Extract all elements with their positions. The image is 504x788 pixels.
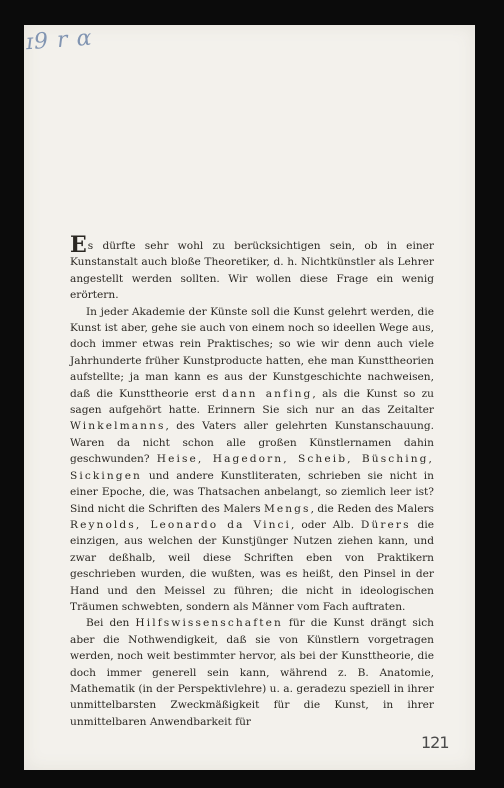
show-through-text — [144, 95, 449, 194]
text-run: , oder Alb. — [291, 518, 361, 531]
text-run: , als die Kunst so zu sagen aufgehört hatte. Erinnern Sie sich nur an das Zeitalter — [70, 387, 435, 417]
paper-page — [24, 25, 475, 770]
spaced-emphasis: dann anfing — [222, 387, 313, 400]
pencil-page-number: 121 — [421, 733, 449, 752]
spaced-emphasis: Hilfswissenschaften — [135, 617, 283, 630]
spaced-emphasis: Dürers — [360, 518, 411, 531]
spaced-emphasis: Reynolds, Leonardo da Vinci — [70, 518, 292, 531]
text-run: , des Vaters aller gelehrten Kunstanschauung. Waren da nicht schon alle großen Künstlernamen dahin geschwunden? — [70, 420, 434, 466]
spaced-emphasis: Winkelmanns — [70, 420, 166, 433]
paragraph-3 — [70, 615, 434, 730]
paragraph-1 — [70, 232, 434, 304]
paragraph-2 — [70, 304, 434, 616]
text-run: die einzigen, aus welchen der Kunstjünger Nutzen ziehen kann, und zwar deßhalb, weil diese Schriften eben von Praktikern geschrieben wurden, die wußten, was es heißt, den Pinsel in der Hand und den Meissel zu führen; die nicht in ideologischen Träumen schwebten, sondern als Männer vom Fach auftraten. — [70, 518, 434, 613]
drop-initial: E — [70, 232, 87, 258]
body-text — [70, 232, 435, 730]
spaced-emphasis: Heise, Hagedorn, Scheib, Büsching, Sickingen — [70, 453, 434, 482]
handwritten-annotation: ɪ9 r ɑ — [25, 25, 94, 56]
spaced-emphasis: Mengs — [263, 502, 311, 515]
text-run: Bei den — [86, 617, 136, 630]
text-run: und andere Kunstliteraten, schrieben sie nicht in einer Epoche, die, was Thatsachen anbelangt, so ziemlich leer ist? Sind nicht die Schriften des Malers — [70, 469, 434, 515]
paragraph-text: s dürfte sehr wohl zu berücksichtigen sein, ob in einer Kunstanstalt auch bloße Theoretiker, d. h. Nichtkünstler als Lehrer angestellt werden sollten. Wir wollen diese Frage ein wenig erörtern. — [70, 240, 434, 302]
text-run: In jeder Akademie der Künste soll die Kunst gelehrt werden, die Kunst ist aber, gehe sie auch von einem noch so ideellen Wege aus, doch immer etwas rein Praktisches; so wie wir denn auch viele Jahrhunderte früher Kunstproducte hatten, ehe man Kunsttheorien aufstellte; ja man kann es aus der Kunstgeschichte nachweisen, daß die Kunsttheorie erst — [70, 305, 434, 400]
text-run: für die Kunst drängt sich aber die Nothwendigkeit, daß sie von Künstlern vorgetragen werden, noch weit bestimmter hervor, als bei der Kunsttheorie, die doch immer generell sein kann, während z. B. Anatomie, Mathematik (in der Perspektivlehre) u. a. geradezu speziell in ihrer unmittelbarsten Zweckmäßigkeit für die Kunst, in ihrer unmittelbaren Anwendbarkeit für — [70, 617, 434, 728]
text-run: , die Reden des Malers — [310, 502, 434, 515]
